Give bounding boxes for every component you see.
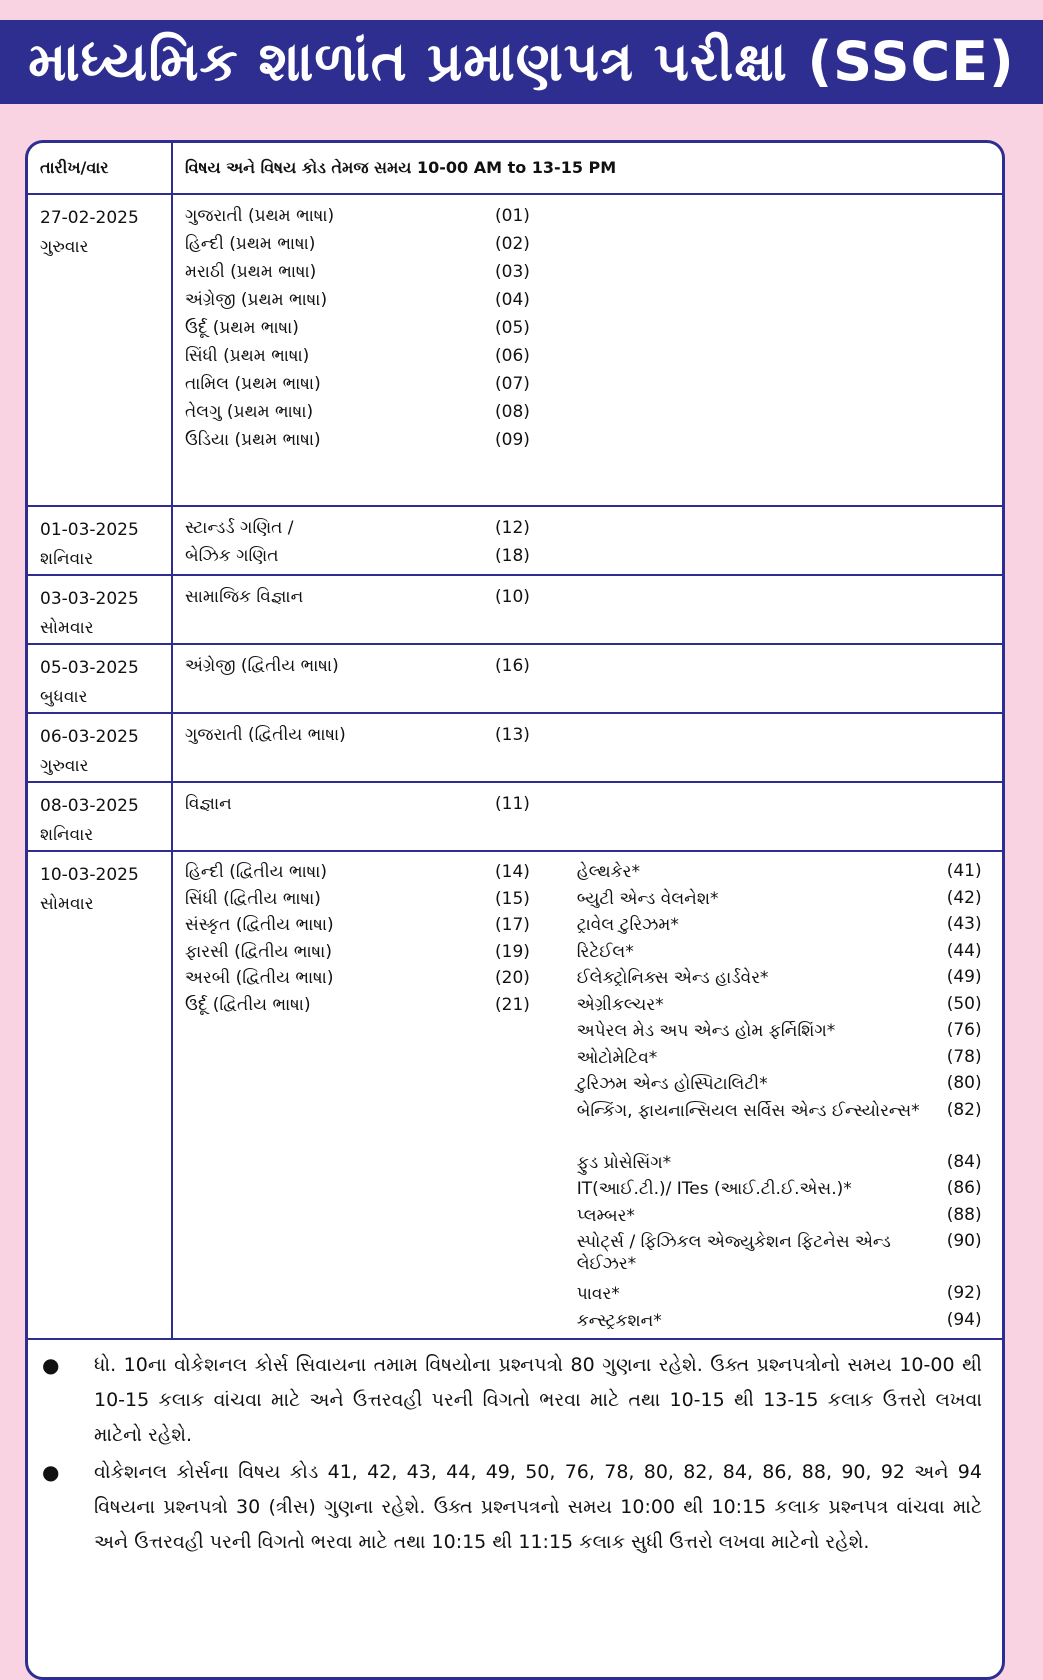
vocational-code: (84) [946,1151,982,1172]
table-header-row [28,143,1002,194]
vocational-name: પ્લમ્બર* [576,1205,635,1226]
subject-line [185,202,1002,230]
vocational-code: (41) [946,861,982,881]
table-row [28,194,1002,506]
vocational-line [577,939,1002,966]
subject-name: સિંધી (પ્રથમ ભાષા) [185,346,310,366]
subject-name: અરબી (દ્વિતીય ભાષા) [185,968,334,989]
exam-day: ગુરુવાર [40,756,89,776]
subject-name: ગુજરાતી (પ્રથમ ભાષા) [185,206,335,226]
vocational-name: કન્સ્ટ્રકશન* [576,1310,662,1331]
subject-cell [172,506,1002,575]
subject-name: ફારસી (દ્વિતીય ભાષા) [185,941,332,962]
subject-cell [172,782,1002,851]
subject-line [185,398,1002,426]
subject-code: (07) [495,374,530,394]
exam-date: 08-03-2025 [40,796,139,816]
vocational-code: (90) [946,1231,982,1251]
subject-line [185,790,1002,818]
subject-line [185,912,577,939]
subject-line [185,886,577,913]
table-row [28,644,1002,713]
subject-line [185,721,1002,749]
subject-code: (02) [495,234,530,254]
vocational-code: (50) [946,993,982,1014]
subject-code: (17) [495,915,530,936]
subject-code: (16) [495,656,530,676]
subject-code: (13) [495,725,530,745]
subject-line [185,583,1002,611]
vocational-code: (82) [946,1099,982,1120]
subject-line [185,286,1002,314]
subject-name: તેલગુ (પ્રથમ ભાષા) [185,402,314,422]
vocational-line [577,1018,1002,1045]
subject-name: અંગ્રેજી (દ્વિતીય ભાષા) [185,656,339,676]
subject-line [185,939,577,966]
vocational-line [577,1281,1002,1308]
notes-section [28,1340,1002,1560]
vocational-line [577,1071,1002,1098]
subject-cell [172,851,1002,1339]
bullet-icon: ● [42,1460,60,1484]
exam-day: બુધવાર [40,687,88,707]
schedule-panel [25,140,1005,1680]
exam-date: 05-03-2025 [40,658,139,678]
subject-name: સ્ટાન્ડર્ડ ગણિત / [185,518,294,538]
date-cell [28,644,172,713]
subject-code: (08) [495,402,530,422]
exam-date: 03-03-2025 [40,589,139,609]
subject-code: (10) [495,587,530,607]
note-item [42,1455,982,1560]
vocational-code: (80) [946,1073,982,1093]
subject-name: સામાજિક વિજ્ઞાન [185,587,304,607]
vocational-code: (76) [946,1020,982,1040]
subject-cell [172,194,1002,506]
vocational-name: એગ્રીકલ્ચર* [576,994,664,1015]
language-subjects [185,859,577,1334]
subject-code: (04) [495,290,530,310]
subject-name: સંસ્કૃત (દ્વિતીય ભાષા) [185,915,334,936]
subject-line [185,542,1002,570]
vocational-code: (86) [946,1178,982,1198]
exam-date: 01-03-2025 [40,520,139,540]
vocational-name: ઈલેક્ટ્રોનિક્સ એન્ડ હાર્ડવેર* [576,968,769,988]
subject-line [185,314,1002,342]
subject-line [185,859,577,886]
subject-code: (06) [495,346,530,366]
subject-line [185,992,577,1019]
table-row [28,575,1002,644]
exam-date: 27-02-2025 [40,208,139,228]
vocational-name: ટ્રાવેલ ટુરિઝમ* [576,915,679,935]
exam-day: શનિવાર [40,549,94,569]
subject-line [185,514,1002,542]
subject-code: (12) [495,518,530,538]
note-item [42,1348,982,1453]
subject-name: ગુજરાતી (દ્વિતીય ભાષા) [185,725,346,745]
subject-name: બેઝિક ગણિત [185,546,279,566]
subject-code: (15) [495,888,530,909]
vocational-line [577,1150,1002,1177]
subject-name: અંગ્રેજી (પ્રથમ ભાષા) [185,290,328,310]
vocational-code: (43) [946,914,982,934]
exam-date: 06-03-2025 [40,727,139,747]
subject-cell [172,713,1002,782]
vocational-name: અપેરલ મેડ અપ એન્ડ હોમ ફર્નિશિંગ* [576,1021,836,1041]
bullet-icon: ● [42,1353,60,1377]
subject-code: (03) [495,262,530,282]
subject-name: ઉર્દૂ (પ્રથમ ભાષા) [185,318,299,338]
vocational-name: ફુડ પ્રોસેસિંગ* [576,1152,672,1173]
page-title: માધ્યમિક શાળાંત પ્રમાણપત્ર પરીક્ષા (SSCE) [0,20,1043,104]
vocational-line [577,912,1002,939]
exam-day: શનિવાર [40,825,94,845]
subject-name: મરાઠી (પ્રથમ ભાષા) [185,262,317,282]
vocational-line [577,1308,1002,1335]
subject-code: (09) [495,430,530,450]
date-cell [28,782,172,851]
vocational-name: હેલ્થકેર* [576,862,640,882]
subject-code: (14) [495,862,530,883]
subject-cell [172,575,1002,644]
subject-name: સિંધી (દ્વિતીય ભાષા) [185,888,321,909]
note-text: ધો. 10ના વોકેશનલ કોર્સ સિવાયના તમામ વિષયોના પ્રશ્નપત્રો 80 ગુણના રહેશે. ઉક્ત પ્રશ્નપત્રોનો સમય 10-00 થી 10-15 કલાક વાંચવા માટે અને ઉત્તરવહી પરની વિગતો ભરવા માટે તથા 10-15 થી 13-15 કલાક ઉત્તરો લખવા માટેનો રહેશે. [94,1354,982,1446]
vocational-line [577,1203,1002,1230]
date-cell [28,713,172,782]
note-text: વોકેશનલ કોર્સના વિષય કોડ 41, 42, 43, 44, 49, 50, 76, 78, 80, 82, 84, 86, 88, 90, 92 અને 94 વિષયના પ્રશ્નપત્રો 30 (ત્રીસ) ગુણના રહેશે. ઉક્ત પ્રશ્નપત્રનો સમય 10:00 થી 10:15 કલાક પ્રશ્નપત્ર વાંચવા માટે અને ઉત્તરવહી પરની વિગતો ભરવા માટે તથા 10:15 થી 11:15 કલાક સુધી ઉત્તરો લખવા માટેનો રહેશે. [94,1461,982,1553]
exam-day: સોમવાર [40,618,94,638]
subject-code: (01) [495,206,530,226]
vocational-code: (94) [946,1309,982,1330]
vocational-name: રિટેઈલ* [576,941,634,962]
date-cell [28,506,172,575]
table-row [28,506,1002,575]
vocational-subjects [577,859,1002,1334]
date-cell [28,575,172,644]
subject-line [185,370,1002,398]
subject-line [185,965,577,992]
subject-name: વિજ્ઞાન [185,794,232,814]
table-row [28,782,1002,851]
subject-code: (20) [495,968,530,989]
date-cell [28,851,172,1339]
vocational-name: ટુરિઝમ એન્ડ હોસ્પિટાલિટી* [576,1074,768,1094]
vocational-name: બ્યુટી એન્ડ વેલનેશ* [576,888,719,909]
subject-name: તામિલ (પ્રથમ ભાષા) [185,374,321,394]
vocational-code: (42) [946,887,982,908]
subject-line [185,652,1002,680]
vocational-line [577,886,1002,913]
subject-columns [185,859,1002,1334]
subject-code: (05) [495,318,530,338]
date-column-header: તારીખ/વાર [28,143,172,194]
exam-schedule-table [28,143,1002,1340]
subject-cell [172,644,1002,713]
table-row [28,713,1002,782]
subject-line [185,342,1002,370]
exam-day: સોમવાર [40,894,94,914]
subject-name: હિન્દી (દ્વિતીય ભાષા) [185,862,328,883]
subject-line [185,230,1002,258]
vocational-line [577,992,1002,1019]
subject-name: ઉડિયા (પ્રથમ ભાષા) [185,430,321,450]
vocational-code: (78) [946,1046,982,1067]
date-cell [28,194,172,506]
subject-line [185,258,1002,286]
subject-code: (11) [495,794,530,814]
subject-column-header: વિષય અને વિષય કોડ તેમજ સમય 10-00 AM to 13-15 PM [172,143,1002,194]
subject-code: (21) [495,994,530,1015]
vocational-line [577,1176,1002,1203]
subject-code: (19) [495,941,530,962]
vocational-name: સ્પોર્ટ્સ / ફિઝિકલ એજ્યુકેશન ફિટનેસ એન્ડ લેઈઝર* [576,1232,891,1274]
vocational-line [577,1098,1002,1150]
vocational-code: (88) [946,1204,982,1225]
vocational-line [577,1045,1002,1072]
vocational-code: (49) [946,967,982,987]
vocational-name: બેન્કિંગ, ફાયનાન્સિયલ સર્વિસ એન્ડ ઈન્સ્યોરન્સ* [576,1100,920,1121]
exam-day: ગુરુવાર [40,237,89,257]
subject-name: ઉર્દૂ (દ્વિતીય ભાષા) [185,994,311,1015]
vocational-name: પાવર* [576,1284,620,1304]
table-row [28,851,1002,1339]
exam-date: 10-03-2025 [40,865,139,885]
vocational-line [577,859,1002,886]
vocational-code: (44) [946,940,982,961]
vocational-name: IT(આઈ.ટી.)/ ITes (આઈ.ટી.ઈ.એસ.)* [576,1179,852,1199]
subject-name: હિન્દી (પ્રથમ ભાષા) [185,234,316,254]
vocational-code: (92) [946,1283,982,1303]
subject-line [185,426,1002,454]
subject-code: (18) [495,546,530,566]
vocational-line [577,1229,1002,1281]
vocational-line [577,965,1002,992]
vocational-name: ઓટોમેટિવ* [576,1047,658,1068]
